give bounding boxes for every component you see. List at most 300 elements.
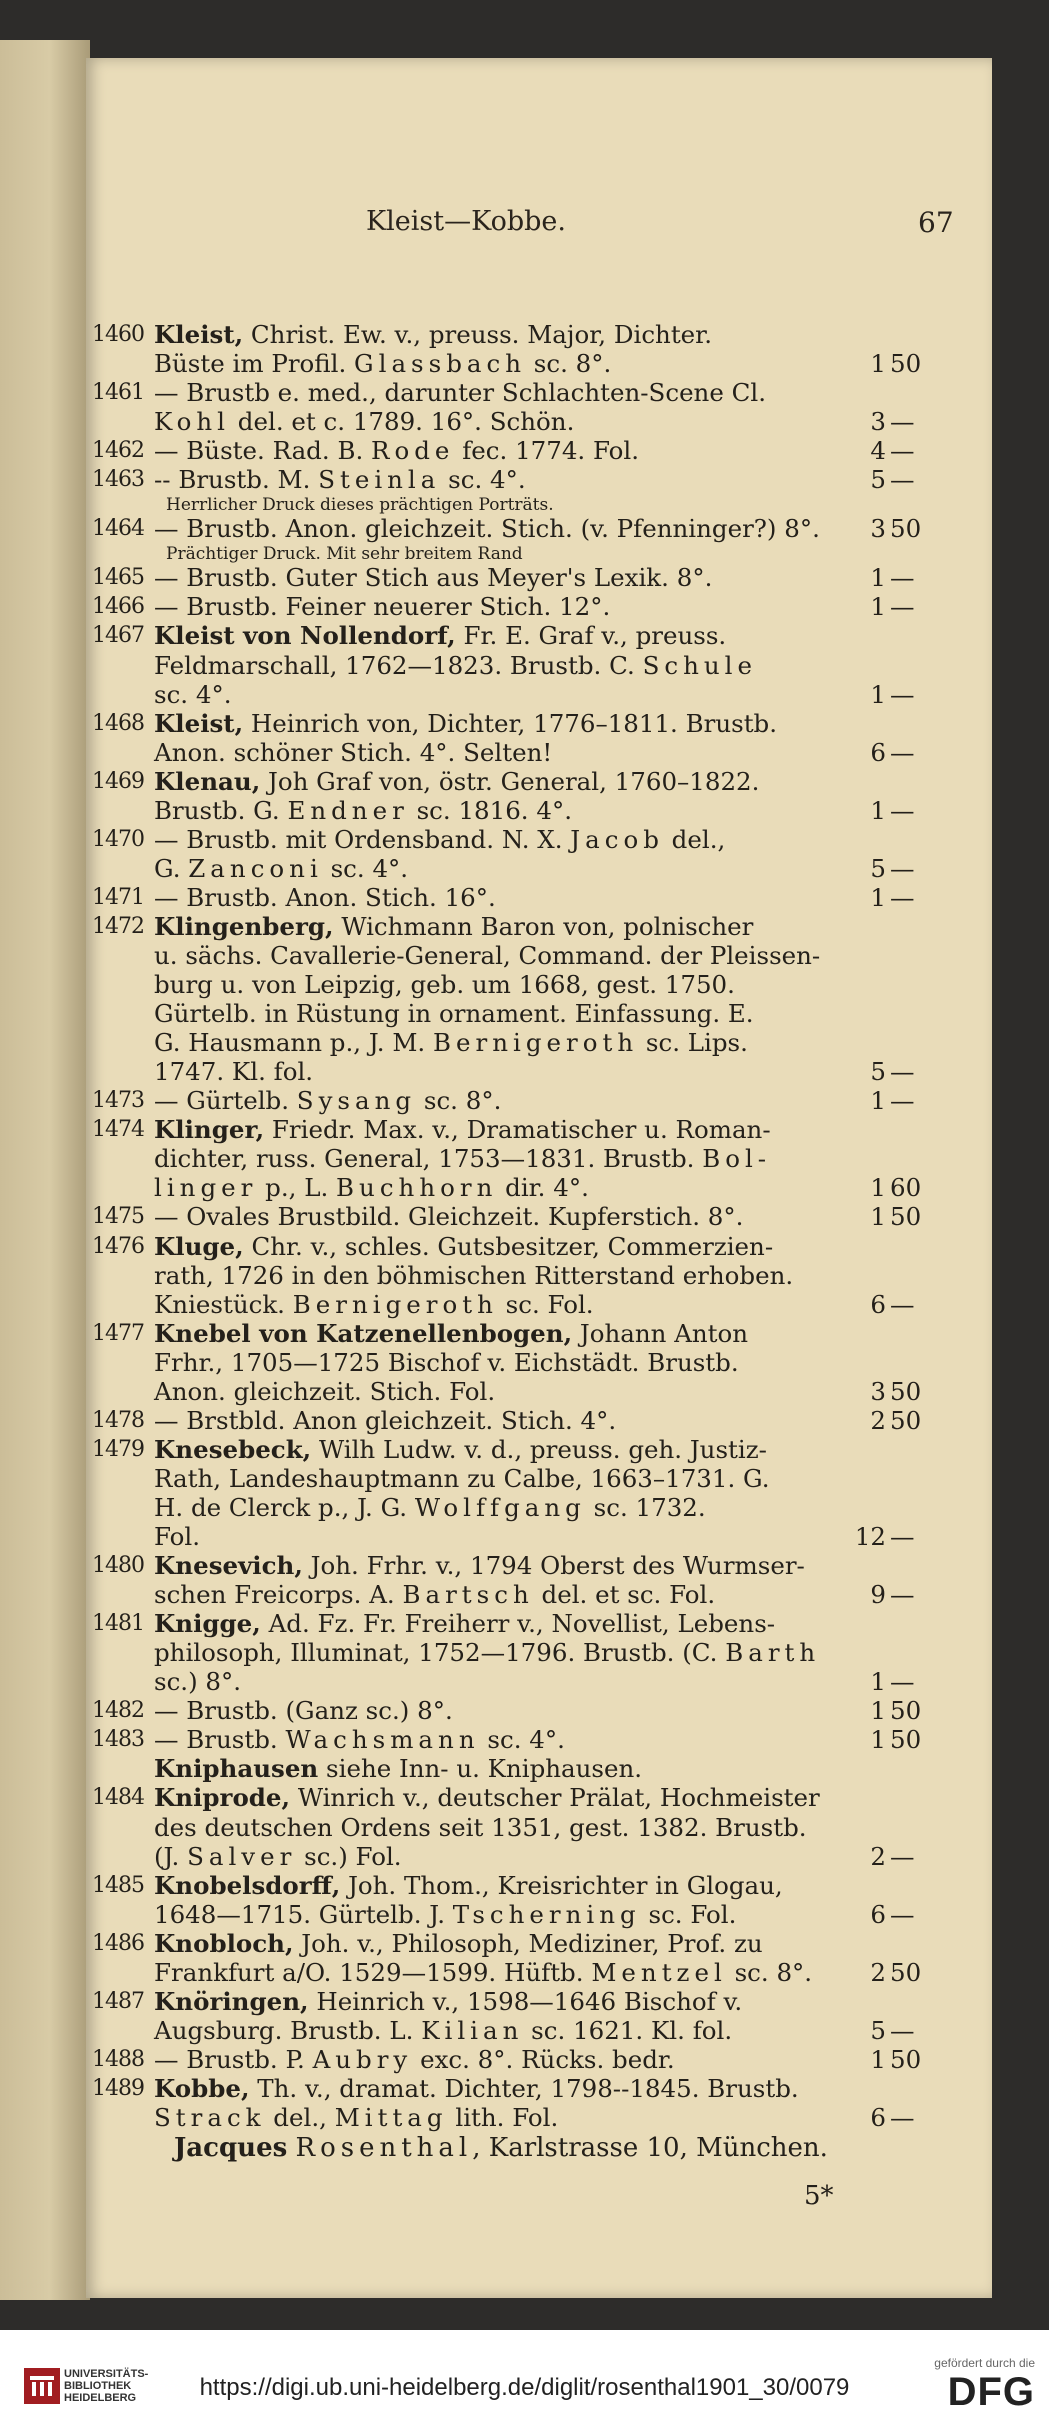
- entry-description: [154, 999, 754, 1029]
- entry-description: [154, 651, 757, 681]
- entry-description: [154, 1057, 313, 1087]
- entry-description: [154, 1115, 771, 1145]
- entry-line: [86, 1696, 992, 1726]
- entry-line: [86, 2045, 992, 2075]
- entry-description: [154, 1551, 805, 1581]
- entry-text: p., L.: [257, 1173, 337, 1203]
- entry-text: fec. 1774. Fol.: [454, 436, 640, 466]
- entry-name: Knebel von Katzenellenbogen,: [154, 1318, 573, 1348]
- entry-text: Anon. gleichzeit. Stich. Fol.: [154, 1376, 496, 1406]
- artist-name: Rode: [371, 436, 455, 466]
- entry-line: [86, 1493, 992, 1523]
- price-pfennig: 50: [890, 349, 922, 379]
- lot-number: 1473: [92, 1088, 144, 1114]
- entry-text: sc. 8°.: [416, 1086, 502, 1116]
- entry-text: rath, 1726 in den böhmischen Ritterstand erhoben.: [154, 1260, 794, 1290]
- entry-text: sc. 4°.: [440, 465, 526, 495]
- header-title: Kleist—Kobbe.: [366, 206, 566, 237]
- entry-line: [86, 1725, 992, 1755]
- entry-text: H. de Clerck p., J. G.: [154, 1492, 415, 1522]
- publisher-text: [174, 2133, 828, 2163]
- entry-line: [86, 883, 992, 913]
- entry-text: — Brustb. mit Ordensband. N. X.: [154, 824, 571, 854]
- entry-text: del. et sc. Fol.: [533, 1580, 716, 1610]
- entry-line: [86, 1173, 992, 1203]
- entry-text: Joh. v., Philosoph, Mediziner, Prof. zu: [293, 1928, 763, 1958]
- entry-text: Gürtelb. in Rüstung in ornament. Einfassung. E.: [154, 999, 754, 1029]
- entry-description: [154, 436, 639, 466]
- price-pfennig: 50: [890, 1725, 922, 1755]
- entry-text: — Brustb. P.: [154, 2044, 313, 2074]
- entry-text: Frhr., 1705—1725 Bischof v. Eichstädt. Brustb.: [154, 1347, 739, 1377]
- price-pfennig: 50: [890, 1696, 922, 1726]
- entry-text: sc.) Fol.: [296, 1841, 402, 1871]
- entry-text: philosoph, Illuminat, 1752—1796. Brustb. (C.: [154, 1638, 726, 1668]
- price-pfennig: —: [890, 563, 915, 593]
- entry-text: — Brustb. Anon. gleichzeit. Stich. (v. Pfenninger?) 8°.: [154, 514, 820, 544]
- artist-name: Zanconi: [188, 853, 323, 883]
- price-mark: 6: [870, 2103, 886, 2132]
- entry-line: [86, 563, 992, 593]
- previous-page-edge: [0, 40, 90, 2300]
- lot-number: 1466: [92, 594, 144, 620]
- entry-line: [86, 2016, 992, 2046]
- entry-description: [154, 1871, 783, 1901]
- entry-text: del. et c. 1789. 16°. Schön.: [230, 407, 575, 437]
- price-pfennig: —: [890, 1580, 915, 1610]
- price-mark: 1: [870, 679, 886, 709]
- entry-line: [86, 1783, 992, 1813]
- entry-description: [154, 1580, 715, 1610]
- lot-number: 1469: [92, 768, 144, 794]
- entry-description: [154, 1754, 642, 1784]
- entry-text: Augsburg. Brustb. L.: [154, 2015, 422, 2045]
- artist-name: Steinla: [318, 465, 441, 495]
- lot-number: 1489: [92, 2075, 144, 2101]
- price-mark: 1: [870, 882, 886, 912]
- price-mark: 3: [870, 407, 886, 437]
- artist-name: Tscherning: [452, 1899, 641, 1929]
- price-mark: 2: [870, 1841, 886, 1871]
- entry-text: Winrich v., deutscher Prälat, Hochmeister: [290, 1783, 820, 1813]
- entry-line: [86, 1929, 992, 1959]
- lot-number: 1475: [92, 1204, 144, 1230]
- entry-text: — Ovales Brustbild. Gleichzeit. Kupferstich. 8°.: [154, 1202, 744, 1232]
- artist-name: Bol-: [702, 1144, 772, 1174]
- artist-name: Rosenthal: [295, 2133, 473, 2163]
- entry-text: -- Brustb. M.: [154, 465, 319, 495]
- artist-name: Bernigeroth: [433, 1028, 639, 1058]
- price-mark: 1: [870, 1725, 886, 1755]
- lot-number: 1465: [92, 565, 144, 591]
- entry-text: Wichmann Baron von, polnischer: [333, 911, 754, 941]
- entry-description: [154, 1086, 501, 1116]
- entry-text: sc. Fol.: [497, 1289, 594, 1319]
- price-pfennig: —: [890, 1899, 915, 1929]
- entry-description: [154, 1725, 565, 1755]
- entry-description: [154, 1202, 743, 1232]
- lot-number: 1476: [92, 1233, 144, 1259]
- entry-name: Knobloch,: [154, 1928, 294, 1958]
- entry-note: [86, 494, 992, 516]
- entry-name: Knöringen,: [154, 1986, 309, 2016]
- entry-text: Brustb. G.: [154, 795, 288, 825]
- lot-number: 1474: [92, 1117, 144, 1143]
- entry-name: Knesebeck,: [154, 1434, 312, 1464]
- entry-name: Knigge,: [154, 1609, 261, 1639]
- entry-name: Kleist von Nollendorf,: [154, 621, 456, 651]
- entry-description: [154, 1232, 773, 1262]
- entry-description: [154, 1522, 200, 1552]
- artist-name: Jacob: [570, 824, 664, 854]
- entry-text: Kniestück.: [154, 1289, 293, 1319]
- entry-description: [154, 1783, 820, 1813]
- entry-description: [154, 767, 759, 797]
- entry-description: [154, 1173, 589, 1203]
- entry-line: [86, 1522, 992, 1552]
- entry-text: lith. Fol.: [447, 2103, 559, 2132]
- signature-mark: 5*: [804, 2181, 834, 2211]
- lot-number: 1477: [92, 1320, 144, 1346]
- lot-number: 1480: [92, 1553, 144, 1579]
- price-pfennig: —: [890, 853, 915, 883]
- entry-description: [154, 854, 408, 884]
- entry-description: [154, 563, 712, 593]
- entry-line: [86, 1377, 992, 1407]
- entry-description: [154, 1842, 402, 1872]
- price-mark: 1: [870, 795, 886, 825]
- entry-description: [154, 1261, 793, 1291]
- entry-text: (J.: [154, 1841, 188, 1871]
- entry-description: [154, 1406, 616, 1436]
- entry-description: [166, 494, 554, 516]
- entry-name: Kniphausen: [154, 1754, 319, 1784]
- entry-text: Johann Anton: [572, 1318, 749, 1348]
- entry-text: Friedr. Max. v., Dramatischer u. Roman-: [264, 1115, 771, 1145]
- entry-text: del.,: [265, 2103, 335, 2132]
- entry-text: dichter, russ. General, 1753—1831. Brustb.: [154, 1144, 703, 1174]
- institution-line: HEIDELBERG: [64, 2392, 137, 2404]
- entry-line: [86, 1144, 992, 1174]
- entry-description: [154, 2074, 799, 2104]
- entry-text: Christ. Ew. v., preuss. Major, Dichter.: [243, 320, 712, 349]
- entry-text: siehe Inn- u. Kniphausen.: [318, 1754, 643, 1784]
- entry-text: Büste im Profil.: [154, 349, 355, 379]
- entry-line: [86, 1115, 992, 1145]
- price-mark: 5: [870, 465, 886, 495]
- price-mark: 9: [870, 1580, 886, 1610]
- entry-text: Rath, Landeshauptmann zu Calbe, 1663–1731. G.: [154, 1463, 770, 1493]
- entry-description: [154, 709, 777, 739]
- price-mark: 1: [870, 1696, 886, 1726]
- artist-name: Bernigeroth: [292, 1289, 498, 1319]
- entry-text: Prächtiger Druck. Mit sehr breitem Rand: [166, 544, 523, 565]
- artist-name: Sysang: [296, 1086, 417, 1116]
- entry-text: — Brustb e. med., darunter Schlachten-Scene Cl.: [154, 378, 766, 408]
- entry-text: Anon. schöner Stich. 4°. Selten!: [154, 737, 553, 767]
- price-pfennig: —: [890, 795, 915, 825]
- price-mark: 2: [870, 1957, 886, 1987]
- entry-description: [154, 378, 766, 408]
- price-mark: 5: [870, 1057, 886, 1087]
- artist-name: Mentzel: [591, 1957, 727, 1987]
- price-pfennig: —: [890, 1522, 915, 1551]
- entry-line: [86, 999, 992, 1029]
- entry-line: [86, 1435, 992, 1465]
- price-mark: 1: [870, 1086, 886, 1116]
- price-pfennig: —: [890, 1841, 915, 1871]
- price-pfennig: —: [890, 592, 915, 622]
- entry-text: — Brstbld. Anon gleichzeit. Stich. 4°.: [154, 1405, 617, 1435]
- entry-description: [154, 407, 574, 437]
- page-url-link[interactable]: https://digi.ub.uni-heidelberg.de/diglit/rosenthal1901_30/0079: [199, 2374, 850, 2401]
- entry-description: [154, 1609, 775, 1639]
- entry-text: des deutschen Ordens seit 1351, gest. 1382. Brustb.: [154, 1812, 807, 1842]
- entry-description: [154, 1900, 736, 1930]
- entry-text: Feldmarschall, 1762—1823. Brustb. C.: [154, 650, 643, 680]
- price-pfennig: 50: [890, 1957, 922, 1987]
- price-mark: 6: [870, 737, 886, 767]
- entry-line: [86, 1086, 992, 1116]
- entry-text: Herrlicher Druck dieses prächtigen Porträts.: [166, 495, 554, 516]
- entry-text: [287, 2133, 295, 2163]
- price-pfennig: 50: [890, 1376, 922, 1406]
- institution-line: BIBLIOTHEK: [64, 2380, 132, 2392]
- entry-text: G. Hausmann p., J. M.: [154, 1028, 433, 1058]
- lot-number: 1470: [92, 826, 144, 852]
- price-mark: 1: [870, 592, 886, 622]
- price-mark: 6: [870, 1289, 886, 1319]
- artist-name: Mittag: [334, 2103, 448, 2132]
- entry-description: [154, 1667, 241, 1697]
- entry-text: G.: [154, 853, 189, 883]
- price-mark: 3: [870, 1376, 886, 1406]
- entry-name: Klenau,: [154, 766, 261, 796]
- entry-description: [154, 1958, 812, 1988]
- price-mark: 5: [870, 853, 886, 883]
- price-pfennig: —: [890, 882, 915, 912]
- entry-line: [86, 1551, 992, 1581]
- entry-line: [86, 709, 992, 739]
- entry-description: [154, 621, 726, 651]
- entry-line: [86, 1842, 992, 1872]
- entry-line: [86, 378, 992, 408]
- entry-line: [86, 465, 992, 495]
- entry-line: [86, 1290, 992, 1320]
- price-pfennig: —: [890, 407, 915, 437]
- entry-text: sc. 4°.: [322, 853, 409, 883]
- artist-name: Salver: [187, 1841, 297, 1871]
- entry-line: [86, 1958, 992, 1988]
- entry-description: [154, 1464, 770, 1494]
- entry-line: [86, 1202, 992, 1232]
- price-pfennig: 50: [890, 1202, 922, 1232]
- entry-line: [86, 680, 992, 710]
- artist-name: Endner: [287, 795, 409, 825]
- entry-text: exc. 8°. Rücks. bedr.: [412, 2044, 675, 2074]
- entry-description: [154, 738, 552, 768]
- price-pfennig: —: [890, 1667, 915, 1697]
- entry-line: [86, 825, 992, 855]
- entry-text: sc. Fol.: [640, 1899, 737, 1929]
- entry-name: Knobelsdorff,: [154, 1870, 341, 1900]
- price-pfennig: 50: [890, 2044, 922, 2074]
- entry-line: [86, 1609, 992, 1639]
- entry-description: [154, 796, 572, 826]
- entry-text: sc. Lips.: [638, 1028, 748, 1058]
- entry-text: Heinrich von, Dichter, 1776–1811. Brustb.: [243, 708, 778, 738]
- price-mark: 1: [870, 563, 886, 593]
- artist-name: Aubry: [312, 2044, 413, 2074]
- entry-text: Frankfurt a/O. 1529—1599. Hüftb.: [154, 1957, 592, 1987]
- entry-line: [86, 651, 992, 681]
- price-pfennig: 50: [890, 514, 922, 544]
- price-pfennig: —: [890, 2015, 915, 2045]
- entry-line: [86, 514, 992, 544]
- entry-line: [86, 1406, 992, 1436]
- entry-text: — Brustb.: [154, 1725, 286, 1755]
- entry-description: [154, 1493, 706, 1523]
- entry-text: Fol.: [154, 1522, 201, 1551]
- price-mark: 1: [870, 1173, 886, 1203]
- entry-text: sc. 4°.: [479, 1725, 565, 1755]
- entry-text: , Karlstrasse 10, München.: [472, 2133, 828, 2163]
- entry-text: del.,: [663, 824, 726, 854]
- artist-name: linger: [154, 1173, 258, 1203]
- entry-line: [86, 320, 992, 350]
- lot-number: 1461: [92, 380, 144, 406]
- price-mark: 5: [870, 2015, 886, 2045]
- entry-line: [86, 738, 992, 768]
- entry-text: — Büste. Rad. B.: [154, 436, 372, 466]
- entry-text: Chr. v., schles. Gutsbesitzer, Commerzien-: [243, 1231, 774, 1261]
- entry-description: [154, 970, 735, 1000]
- entry-text: — Brustb. (Ganz sc.) 8°.: [154, 1696, 453, 1726]
- price-mark: 12: [854, 1522, 886, 1551]
- lot-number: 1460: [92, 322, 144, 347]
- lot-number: 1487: [92, 1988, 144, 2014]
- entry-description: [154, 912, 753, 942]
- entry-line: [86, 1638, 992, 1668]
- entry-text: sc. 1621. Kl. fol.: [523, 2015, 733, 2045]
- entry-line: [86, 2103, 992, 2133]
- entry-text: — Gürtelb.: [154, 1086, 297, 1116]
- entry-text: Wilh Ludw. v. d., preuss. geh. Justiz-: [311, 1434, 767, 1464]
- entry-line: [86, 1232, 992, 1262]
- lot-number: 1463: [92, 467, 144, 493]
- entry-line: [86, 1319, 992, 1349]
- entry-text: sc. 8°.: [526, 349, 612, 379]
- entry-text: Fr. E. Graf v., preuss.: [455, 621, 727, 651]
- price-mark: 6: [870, 1899, 886, 1929]
- artist-name: Wachsmann: [285, 1725, 480, 1755]
- catalogue-page: [86, 58, 992, 2298]
- artist-name: Kohl: [154, 407, 231, 437]
- entry-description: [154, 680, 232, 710]
- lot-number: 1467: [92, 623, 144, 649]
- entry-text: u. sächs. Cavallerie-General, Command. der Pleissen-: [154, 941, 821, 970]
- entry-text: sc. 8°.: [726, 1957, 813, 1987]
- entry-line: [86, 854, 992, 884]
- entry-line: [86, 912, 992, 942]
- entry-name: Kniprode,: [154, 1783, 291, 1813]
- artist-name: Strack: [154, 2103, 266, 2132]
- price-mark: 1: [870, 2044, 886, 2074]
- price-pfennig: 60: [890, 1173, 922, 1203]
- artist-name: Buchhorn: [336, 1173, 498, 1203]
- entry-description: [154, 1929, 763, 1959]
- entry-description: [154, 1319, 748, 1349]
- entry-description: [154, 1144, 771, 1174]
- entry-description: [154, 2016, 732, 2046]
- dfg-logo[interactable]: DFG: [947, 2370, 1035, 2414]
- entry-description: [154, 1987, 742, 2017]
- page-number: 67: [918, 206, 954, 239]
- entry-description: [154, 1348, 739, 1378]
- entry-text: 1648—1715. Gürtelb. J.: [154, 1899, 453, 1929]
- entry-text: 1747. Kl. fol.: [154, 1057, 314, 1087]
- lot-number: 1472: [92, 913, 144, 939]
- entry-line: [86, 796, 992, 826]
- entry-line: [86, 2074, 992, 2104]
- artist-name: Bartsch: [402, 1580, 534, 1610]
- entry-text: dir. 4°.: [497, 1173, 589, 1203]
- entry-line: [86, 767, 992, 797]
- lot-number: 1486: [92, 1930, 144, 1956]
- lot-number: 1479: [92, 1436, 144, 1462]
- entry-name: Klingenberg,: [154, 911, 334, 941]
- price-mark: 1: [870, 349, 886, 379]
- price-pfennig: —: [890, 737, 915, 767]
- lot-number: 1481: [92, 1611, 144, 1637]
- lot-number: 1484: [92, 1785, 144, 1811]
- entry-line: [86, 1871, 992, 1901]
- entry-text: Joh Graf von, östr. General, 1760–1822.: [260, 766, 760, 796]
- page-header: [86, 206, 992, 246]
- entry-name: Jacques: [174, 2133, 288, 2163]
- entry-text: — Brustb. Guter Stich aus Meyer's Lexik. 8°.: [154, 563, 713, 593]
- entry-description: [154, 320, 712, 350]
- price-mark: 3: [870, 514, 886, 544]
- price-pfennig: —: [890, 436, 915, 466]
- entry-line: [86, 1900, 992, 1930]
- entry-name: Kleist,: [154, 320, 244, 349]
- entry-description: [154, 1377, 495, 1407]
- entry-description: [154, 514, 820, 544]
- institution-line: UNIVERSITÄTS-: [64, 2368, 149, 2380]
- entry-description: [154, 1435, 767, 1465]
- entry-description: [154, 2045, 675, 2075]
- price-pfennig: —: [890, 1086, 915, 1116]
- entry-line: [86, 1667, 992, 1697]
- entry-line: [86, 1580, 992, 1610]
- price-mark: 1: [870, 1202, 886, 1232]
- entry-line: [86, 970, 992, 1000]
- entry-line: [86, 941, 992, 971]
- entry-description: [154, 1028, 748, 1058]
- entry-description: [154, 1696, 453, 1726]
- lot-number: 1483: [92, 1727, 144, 1753]
- entry-line: [86, 1987, 992, 2017]
- entry-description: [154, 1813, 807, 1843]
- price-pfennig: —: [890, 679, 915, 709]
- entry-description: [154, 1638, 820, 1668]
- entry-text: schen Freicorps. A.: [154, 1580, 403, 1610]
- entry-line: [86, 592, 992, 622]
- artist-name: Glassbach: [354, 349, 526, 379]
- entry-description: [154, 349, 611, 379]
- lot-number: 1462: [92, 438, 144, 464]
